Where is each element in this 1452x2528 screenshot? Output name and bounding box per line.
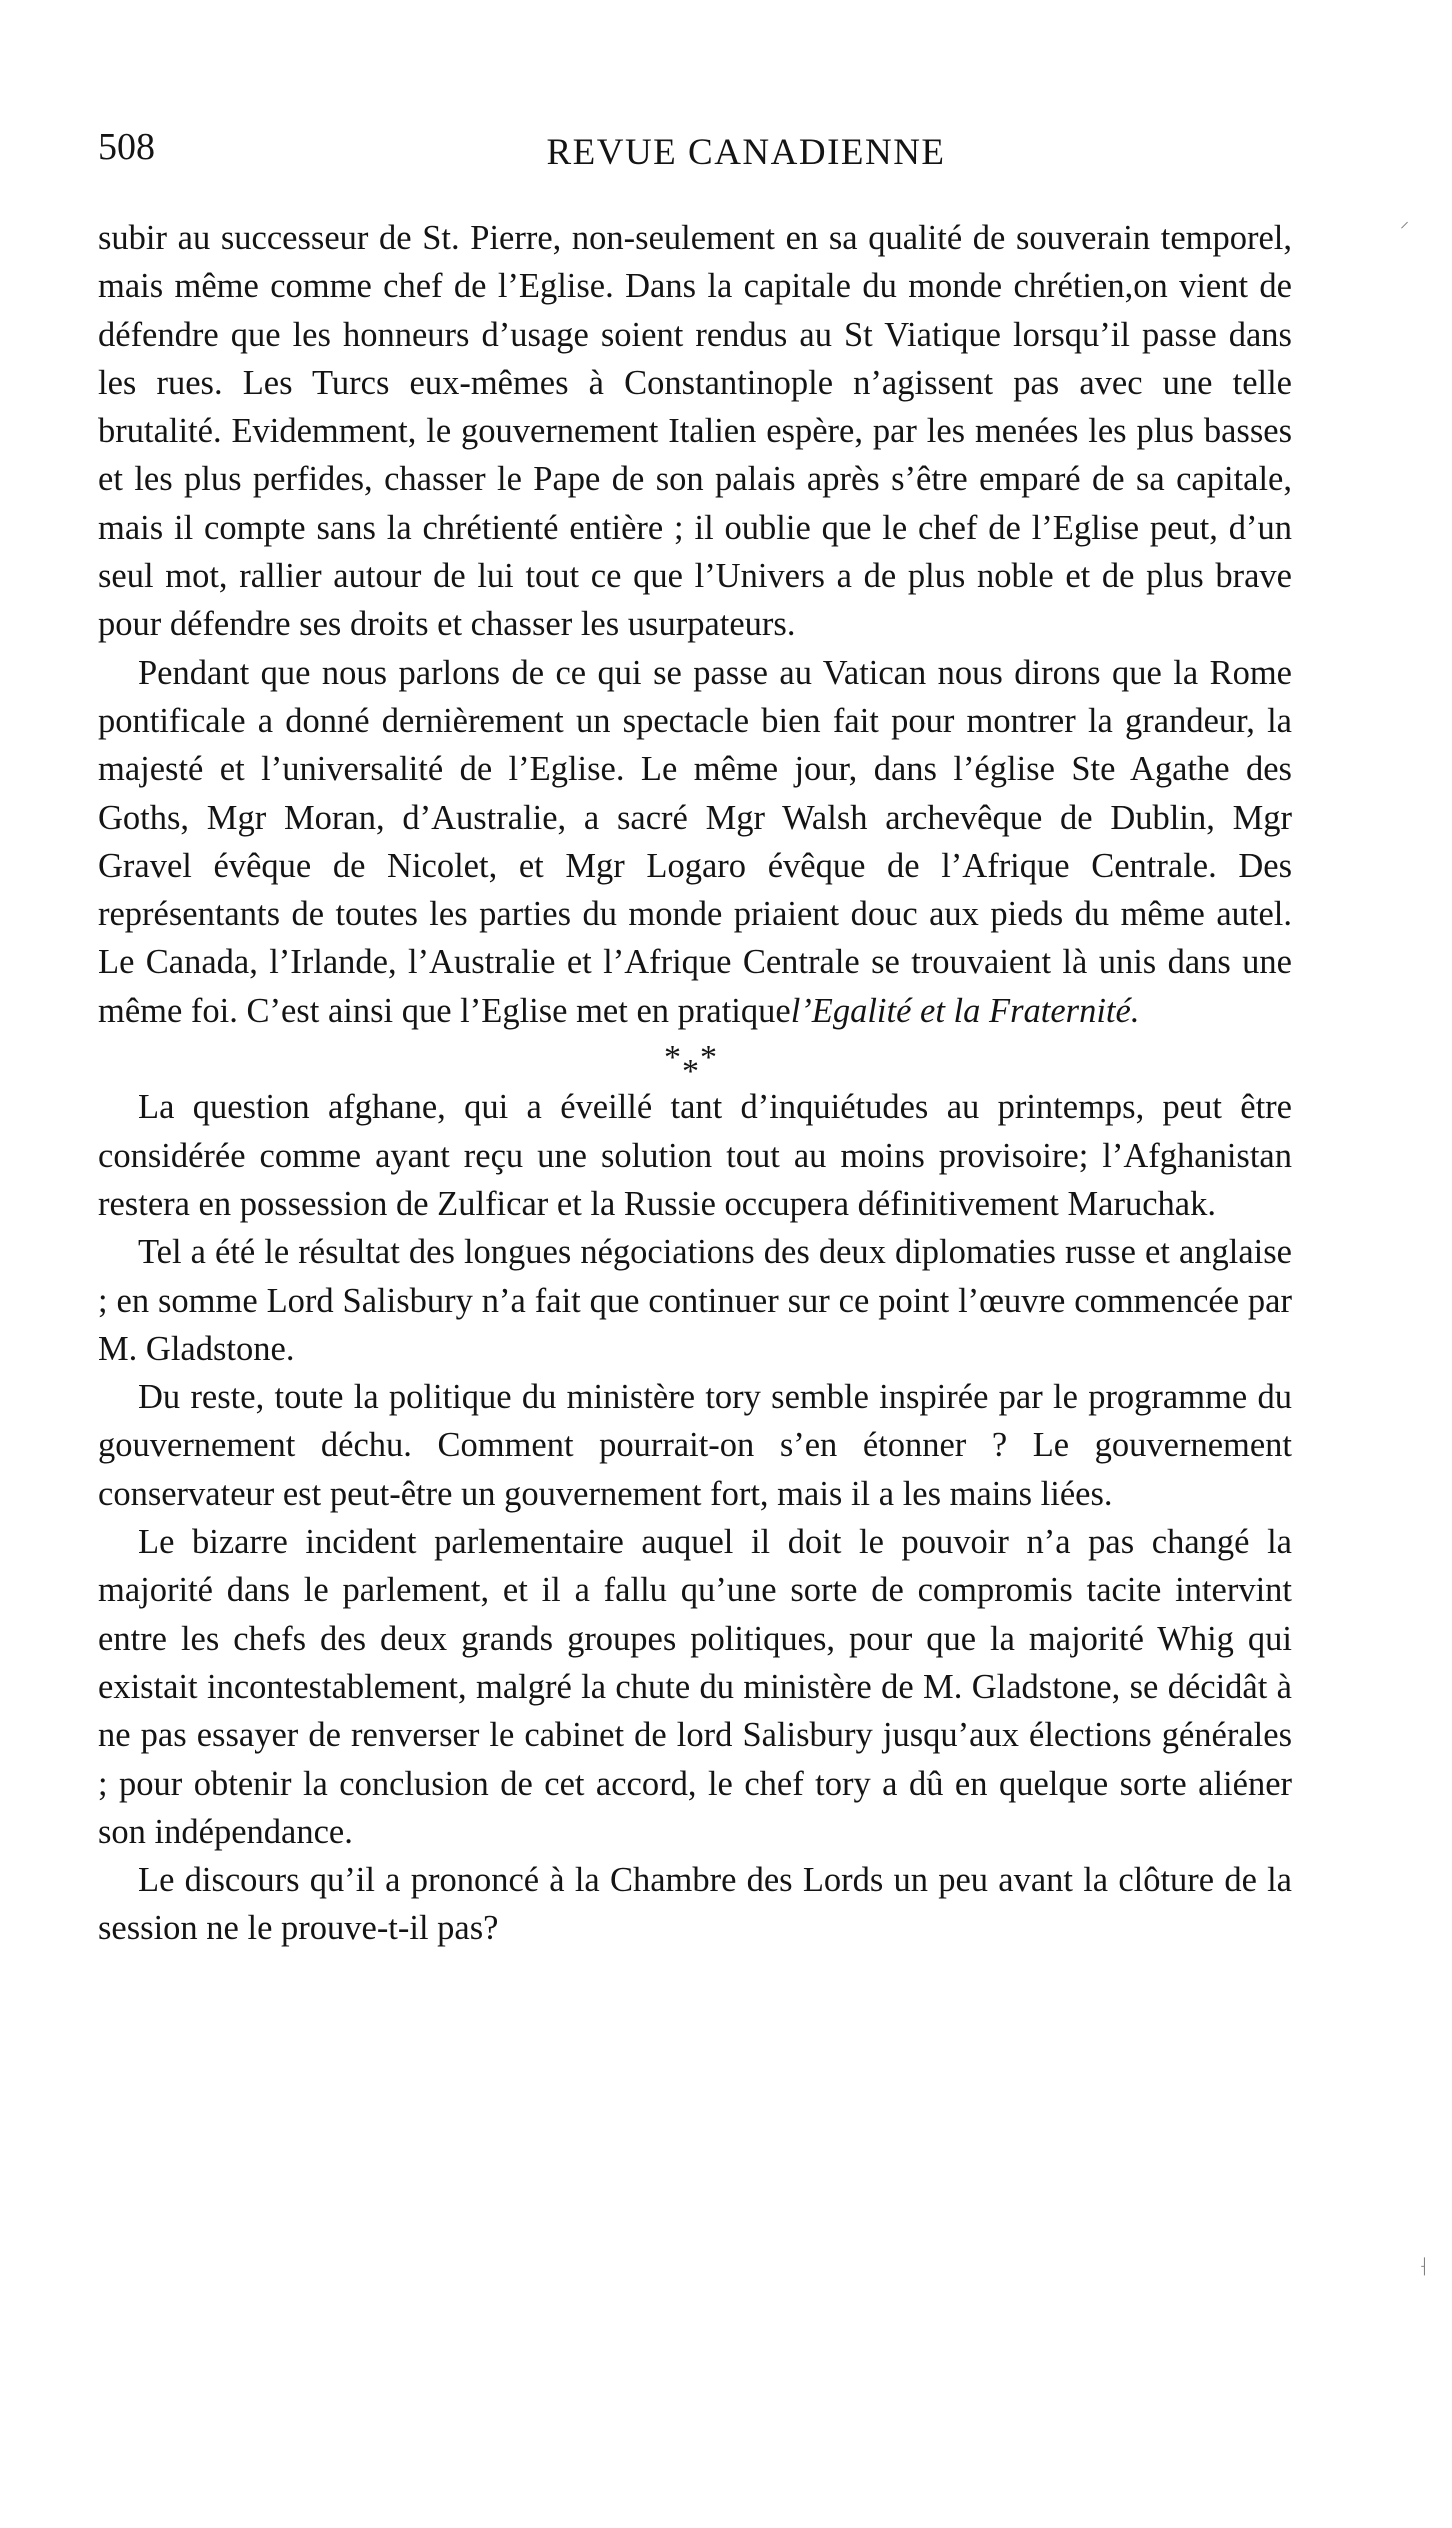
page-number: 508	[98, 126, 155, 168]
paragraph-6: Le bizarre incident parlementaire auquel il doit le pouvoir n’a pas changé la majorité dans le parlement, et il a fallu qu’une sorte de compromis tacite intervint entre les chefs des deux grands groupes politiques, pour que la majorité Whig qui existait incontestablement, malgré la chute du ministère de M. Gladstone, se décidât à ne pas essayer de renverser le cabinet de lord Salisbury jusqu’aux élections générales ; pour obtenir la conclusion de cet accord, le chef tory a dû en quelque sorte aliéner son indépendance.	[98, 1523, 1292, 1851]
asterisk-lower: *	[682, 1053, 699, 1091]
section-separator	[98, 1035, 1292, 1091]
paragraph-7: Le discours qu’il a prononcé à la Chambre des Lords un peu avant la clôture de la session ne le prouve-t-il pas?	[98, 1861, 1292, 1948]
paragraph-4: Tel a été le résultat des longues négociations des deux diplomaties russe et anglaise ; en somme Lord Salisbury n’a fait que continuer sur ce point l’œuvre commencée par M. Gladstone.	[98, 1233, 1292, 1368]
running-head: REVUE CANADIENNE	[546, 132, 946, 173]
article-body	[98, 214, 1292, 1953]
margin-speck: ⸝	[1400, 211, 1409, 231]
paragraph-2-text: Pendant que nous parlons de ce qui se passe au Vatican nous dirons que la Rome pontificale a donné dernièrement un spectacle bien fait pour montrer la grandeur, la majesté et l’universalité de l’Eglise. Le même jour, dans l’église Ste Agathe des Goths, Mgr Moran, d’Australie, a sacré Mgr Walsh archevêque de Dublin, Mgr Gravel évêque de Nicolet, et Mgr Logaro évêque de l’Afrique Centrale. Des représentants de toutes les parties du monde priaient douc aux pieds du même autel. Le Canada, l’Irlande, l’Australie et l’Afrique Centrale se trouvaient là unis dans une même foi. C’est ainsi que l’Eglise met en pratique	[98, 653, 1292, 1030]
asterisk-left: *	[664, 1039, 681, 1077]
paragraph-1: subir au successeur de St. Pierre, non-seulement en sa qualité de souverain temporel, mais même comme chef de l’Eglise. Dans la capitale du monde chrétien,on vient de défendre que les honneurs d’usage soient rendus au St Viatique lorsqu’il passe dans les rues. Les Turcs eux-mêmes à Constantinople n’agissent pas avec une telle brutalité. Evidemment, le gouvernement Italien espère, par les menées les plus basses et les plus perfides, chasser le Pape de son palais après s’être emparé de sa capitale, mais il compte sans la chrétienté entière ; il oublie que le chef de l’Eglise peut, d’un seul mot, rallier autour de lui tout ce que l’Univers a de plus noble et de plus brave pour défendre ses droits et chasser les usurpateurs.	[98, 219, 1292, 644]
paragraph-2-italic: l’Egalité et la Fraternité.	[790, 991, 1140, 1030]
paragraph-2	[98, 649, 1292, 1035]
paragraph-3: La question afghane, qui a éveillé tant d’inquiétudes au printemps, peut être considérée comme ayant reçu une solution tout au moins provisoire; l’Afghanistan restera en possession de Zulficar et la Russie occupera définitivement Maruchak.	[98, 1088, 1292, 1223]
asterisk-right: *	[700, 1039, 717, 1077]
margin-speck: ⸡	[1418, 2255, 1428, 2275]
paragraph-5: Du reste, toute la politique du ministère tory semble inspirée par le programme du gouvernement déchu. Comment pourrait-on s’en étonner ? Le gouvernement conservateur est peut-être un gouvernement fort, mais il a les mains liées.	[98, 1378, 1292, 1513]
